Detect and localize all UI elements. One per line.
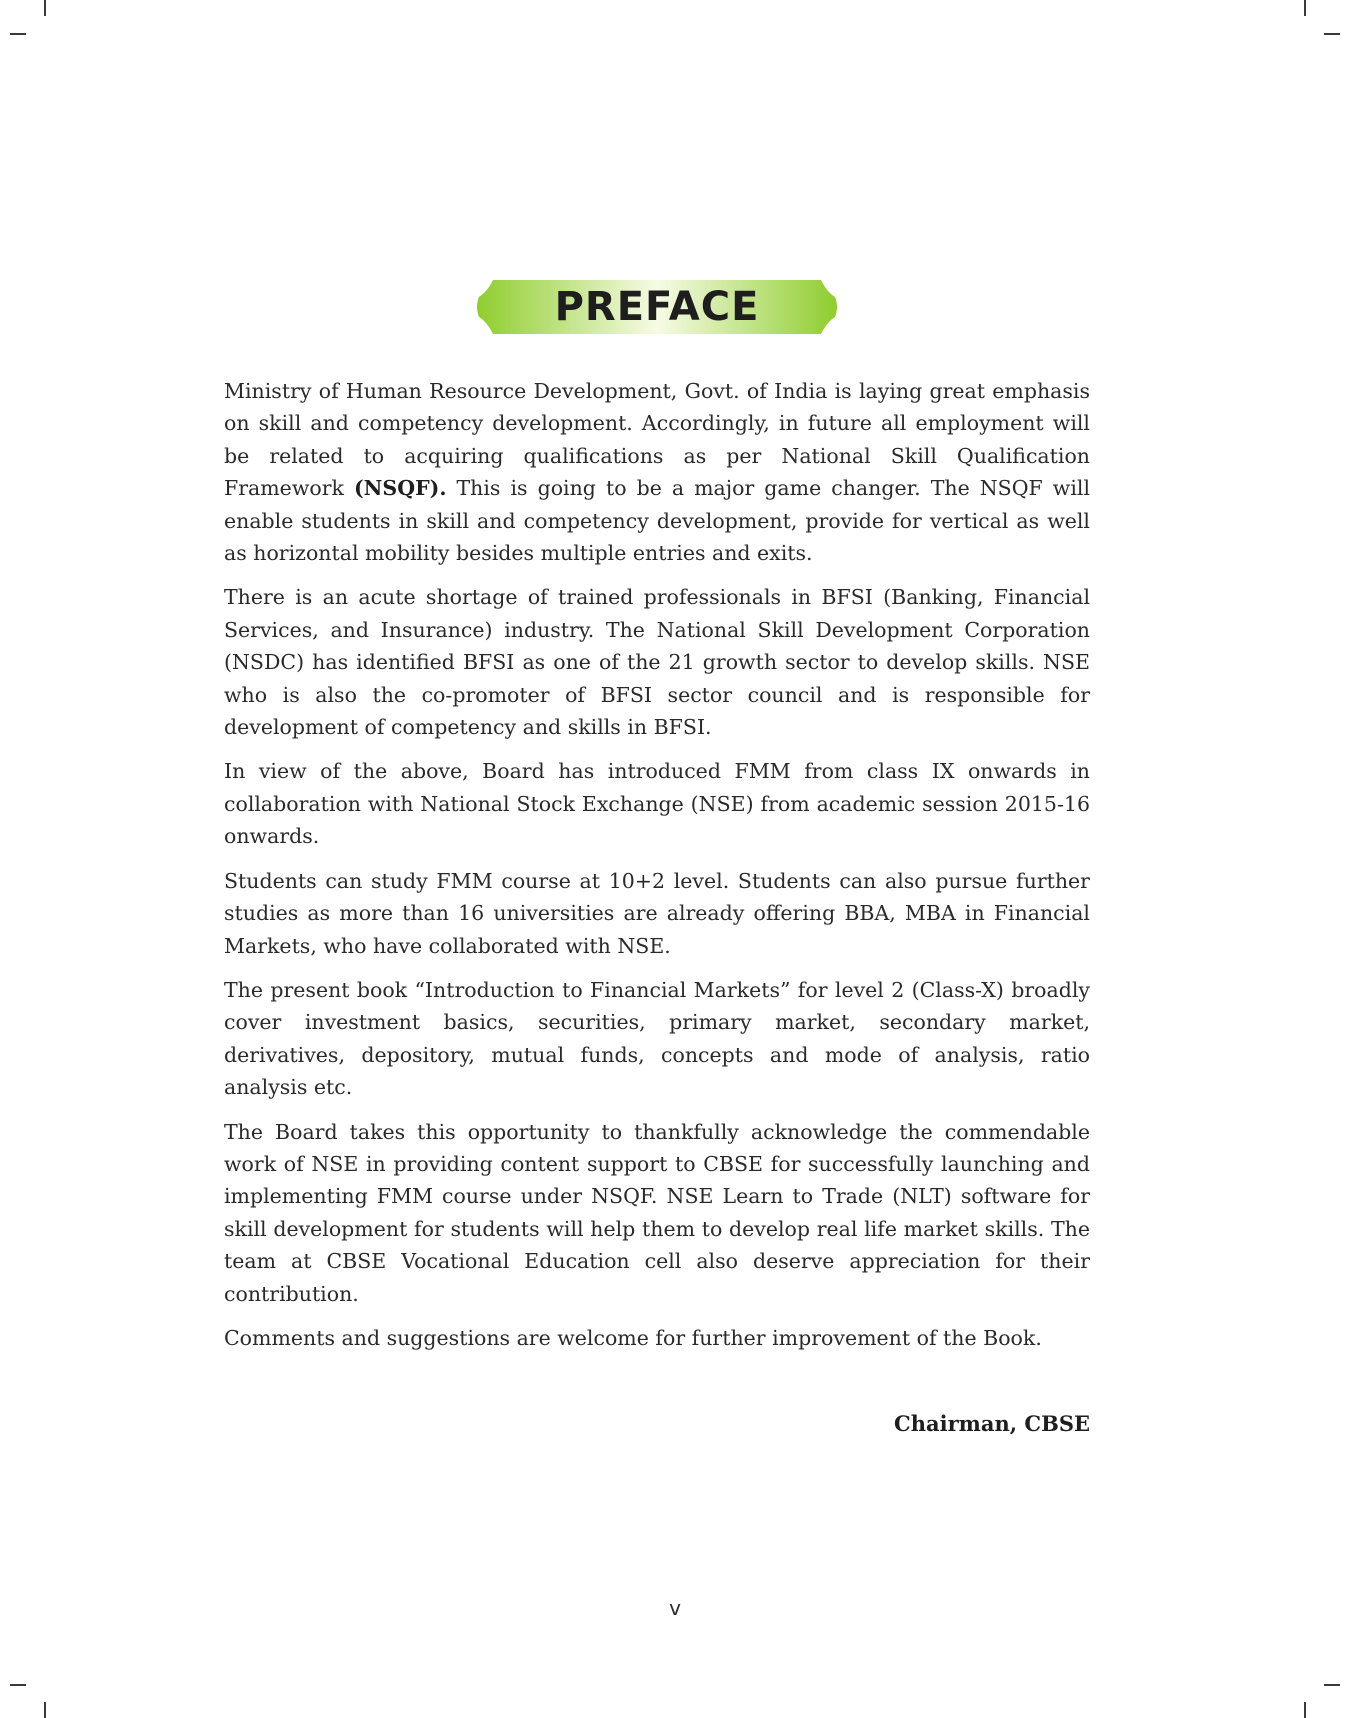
crop-mark-top-left — [10, 33, 26, 35]
signature: Chairman, CBSE — [894, 1411, 1090, 1436]
crop-mark-bottom-right — [1304, 1702, 1306, 1718]
crop-mark-bottom-left — [44, 1702, 46, 1718]
nsqf-bold-text: (NSQF). — [353, 476, 447, 501]
crop-mark-top-right — [1304, 0, 1306, 16]
preface-body — [224, 375, 1090, 1366]
paragraph — [224, 375, 1090, 569]
paragraph: The present book “Introduction to Financial Markets” for level 2 (Class-X) broadly cover investment basics, securities, primary market, secondary market, derivatives, depository, mutual funds, concepts and mode of analysis, ratio analysis etc. — [224, 977, 1090, 1100]
paragraph: There is an acute shortage of trained professionals in BFSI (Banking, Financial Services, and Insurance) industry. The National Skill Development Corporation (NSDC) has identified BFSI as one of the 21 growth sector to develop skills. NSE who is also the co-promoter of BFSI sector council and is responsible for development of competency and skills in BFSI. — [224, 585, 1090, 740]
crop-mark-bottom-left — [10, 1684, 26, 1686]
paragraph: The Board takes this opportunity to thankfully acknowledge the commendable work of NSE in providing content support to CBSE for successfully launching and implementing FMM course under NSQF. NSE Learn to Trade (NLT) software for skill development for students will help them to develop real life market skills. The team at CBSE Vocational Education cell also deserve appreciation for their contribution. — [224, 1119, 1090, 1306]
page-title: PREFACE — [554, 284, 760, 330]
paragraph-text: This is going to be a major game changer. The NSQF will enable students in skill and competency development, provide for vertical as well as horizontal mobility besides multiple entries and exits. — [224, 476, 1090, 566]
paragraph: Students can study FMM course at 10+2 level. Students can also pursue further studies as more than 16 universities are already offering BBA, MBA in Financial Markets, who have collaborated with NSE. — [224, 868, 1090, 958]
paragraph: Comments and suggestions are welcome for further improvement of the Book. — [224, 1325, 1042, 1350]
page-number: v — [669, 1596, 681, 1620]
crop-mark-top-right — [1324, 33, 1340, 35]
paragraph: In view of the above, Board has introduced FMM from class IX onwards in collaboration with National Stock Exchange (NSE) from academic session 2015-16 onwards. — [224, 759, 1090, 849]
paragraph-text: Ministry of Human Resource Development, Govt. of India is laying great emphasis on skill and competency development. Accordingly, in future all employment will be related to acquiring qualifications as per National Skill Qualification Framework — [224, 379, 1090, 501]
preface-heading-badge — [477, 280, 837, 334]
crop-mark-top-left — [44, 0, 46, 16]
crop-mark-bottom-right — [1324, 1684, 1340, 1686]
